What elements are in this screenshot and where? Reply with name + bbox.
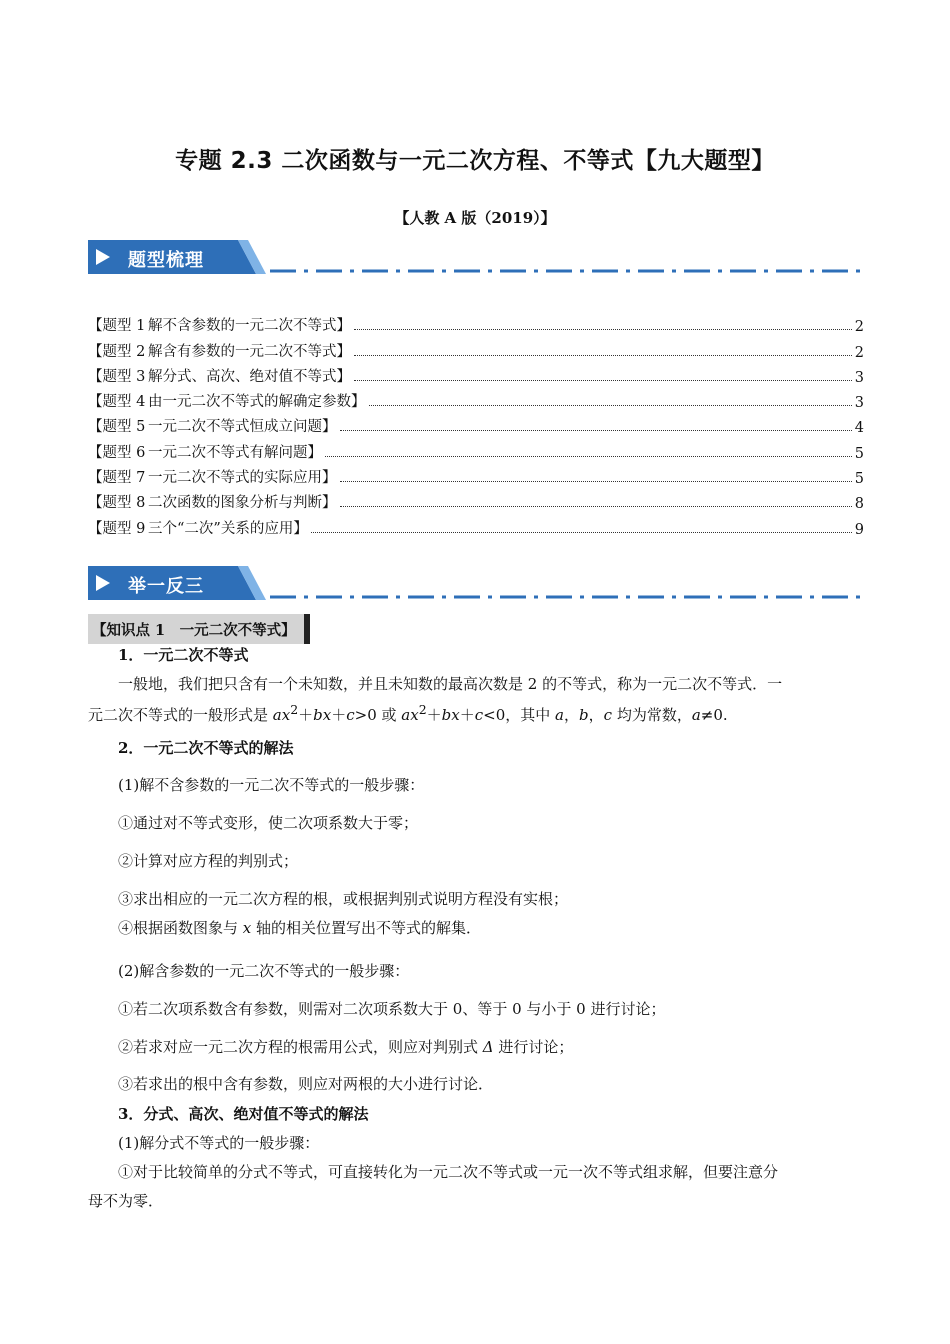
table-of-contents — [88, 310, 864, 538]
toc-item[interactable]: 【题型 5 一元二次不等式恒成立问题】 4 — [88, 419, 864, 437]
knowledge-point-label: 【知识点 1 一元二次不等式】 — [88, 614, 310, 644]
toc-item[interactable]: 【题型 9 三个“二次”关系的应用】 9 — [88, 520, 864, 538]
heading-3: 3．分式、高次、绝对值不等式的解法 — [118, 1105, 369, 1123]
toc-item[interactable]: 【题型 1 解不含参数的一元二次不等式】 2 — [88, 318, 864, 336]
step-heading: (2)解含参数的一元二次不等式的一般步骤： — [118, 962, 410, 980]
step-item: ③求出相应的一元二次方程的根，或根据判别式说明方程没有实根； — [118, 890, 569, 908]
banner-label: 举一反三 — [128, 576, 204, 597]
toc-item[interactable]: 【题型 4 由一元二次不等式的解确定参数】 3 — [88, 394, 864, 412]
step-item: ④根据函数图象与 x 轴的相关位置写出不等式的解集． — [118, 919, 482, 937]
paragraph-line: 一般地，我们把只含有一个未知数，并且未知数的最高次数是 2 的不等式，称为一元二次不等式．一 — [118, 675, 783, 693]
toc-item[interactable]: 【题型 3 解分式、高次、绝对值不等式】 3 — [88, 368, 864, 386]
step-item: ②计算对应方程的判别式； — [118, 852, 299, 870]
paragraph-line: 元二次不等式的一般形式是 $ax^2+bx+c>0$ 或 $ax^2+bx+c<0$，其中 a，b，c 均为常数，a≠0. — [88, 702, 728, 724]
section-banner-examples — [88, 566, 864, 600]
page-subtitle: 【人教 A 版（2019）】 — [394, 209, 556, 227]
step-item: ②若求对应一元二次方程的根需用公式，则应对判别式 Δ 进行讨论； — [118, 1038, 574, 1056]
step-item: ①若二次项系数含有参数，则需对二次项系数大于 0、等于 0 与小于 0 进行讨论； — [118, 1000, 666, 1018]
step-item: ①通过对不等式变形，使二次项系数大于零； — [118, 814, 419, 832]
banner-label: 题型梳理 — [128, 250, 204, 271]
toc-item[interactable]: 【题型 6 一元二次不等式有解问题】 5 — [88, 444, 864, 462]
heading-2: 2．一元二次不等式的解法 — [118, 739, 294, 757]
page-title: 专题 2.3 二次函数与一元二次方程、不等式【九大题型】 — [175, 148, 775, 174]
paragraph-line: 母不为零． — [88, 1192, 164, 1210]
step-heading: (1)解不含参数的一元二次不等式的一般步骤： — [118, 776, 425, 794]
section-banner-toc — [88, 240, 864, 274]
toc-item[interactable]: 【题型 7 一元二次不等式的实际应用】 5 — [88, 470, 864, 488]
toc-item[interactable]: 【题型 8 二次函数的图象分析与判断】 8 — [88, 495, 864, 513]
banner-decoration — [88, 566, 864, 600]
paragraph-line: ①对于比较简单的分式不等式，可直接转化为一元二次不等式或一元一次不等式组求解，但要注意分 — [118, 1163, 779, 1181]
step-heading: (1)解分式不等式的一般步骤： — [118, 1134, 320, 1152]
toc-item[interactable]: 【题型 2 解含有参数的一元二次不等式】 2 — [88, 343, 864, 361]
heading-1: 1．一元二次不等式 — [118, 646, 249, 664]
banner-decoration — [88, 240, 864, 274]
step-item: ③若求出的根中含有参数，则应对两根的大小进行讨论． — [118, 1075, 494, 1093]
